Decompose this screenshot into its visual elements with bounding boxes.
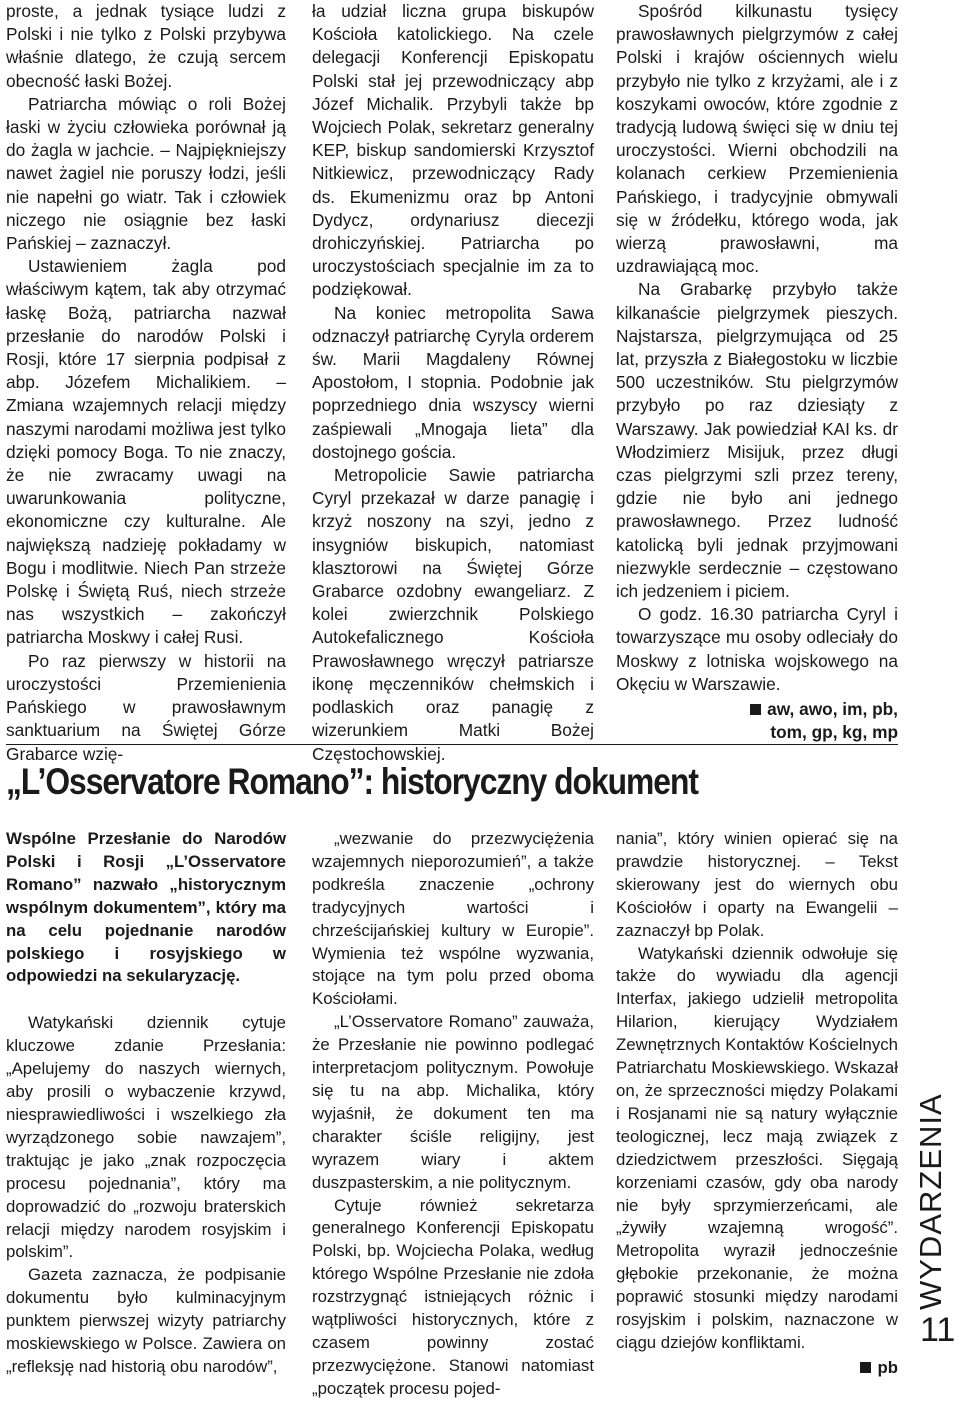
article-headline: „L’Osservatore Romano”: historyczny dokument: [6, 761, 698, 802]
paragraph: O godz. 16.30 patriarcha Cyryl i towarzyszące mu osoby odleciały do Moskwy z lotniska wojskowego na Okęciu w Warszawie.: [616, 604, 898, 694]
square-bullet-icon: [750, 704, 761, 715]
paragraph: Patriarcha mówiąc o roli Bożej łaski w życiu człowieka porównał ją do żagla w jachcie. – Najpiękniejszy nawet żagiel nie poruszy łodzi, jeśli nie napełni go wiatr. Tak i człowiek niczego nie osiągnie bez łaski Pańskiej – zaznaczył.: [6, 93, 286, 254]
author-signature: aw, awo, im, pb, tom, gp, kg, mp: [616, 698, 898, 744]
paragraph: Po raz pierwszy w historii na uroczystości Przemienienia Pańskiego w prawosławnym sanktuarium na Świętej Górze Grabarce wzię-: [6, 650, 286, 764]
paragraph: Gazeta zaznacza, że podpisanie dokumentu było kulminacyjnym punktem pierwszej wizyty patriarchy moskiewskiego w Polsce. Zawiera on „refleksję nad historią obu narodów”,: [6, 1265, 286, 1376]
paragraph: Watykański dziennik cytuje kluczowe zdanie Przesłania: „Apelujemy do naszych wiernych, aby prosili o wybaczenie krzywd, niesprawiedliwości i wszelkiego zła wyrządzonego sobie nawzajem”, traktując je jako „znak rozpoczęcia procesu pojednania”, który ma doprowadzić do „rozwoju braterskich relacji między narodem rosyjskim i polskim”.: [6, 1013, 286, 1262]
paragraph: Cytuje również sekretarza generalnego Konferencji Episkopatu Polski, bp. Wojciecha Polaka, według którego Wspólne Przesłanie nie zdoła rozstrzygnąć istniejących różnic i wątpliwości historycznych, które z czasem powinny zostać przezwyciężone. Stanowi natomiast „początek procesu pojed-: [312, 1195, 594, 1398]
paragraph: Spośród kilkunastu tysięcy prawosławnych pielgrzymów z całej Polski i krajów ościennych wielu przybyło nie tylko z krzyżami, ale i z koszykami owoców, które zgodnie z tradycją ludową święci się w dniu tej uroczystości. Wierni obchodzili na kolanach cerkiew Przemienienia Pańskiego, i tradycyjnie obmywali się w źródełku, którego woda, jak wierzą prawosławni, ma uzdrawiającą moc.: [616, 1, 898, 277]
paragraph: proste, a jednak tysiące ludzi z Polski i nie tylko z Polski przybywa właśnie dlatego, że czują sercem obecność łaski Bożej.: [6, 1, 286, 91]
paragraph: Na Grabarkę przybyło także kilkanaście pielgrzymek pieszych. Najstarsza, pielgrzymująca od 25 lat, przyszła z Białegostoku w liczbie 500 uczestników. Stu pielgrzymów przybyło po raz dziesiąty z Warszawy. Jak powiedział KAI ks. dr Włodzimierz Misijuk, przez długi czas pielgrzymi szli przez tereny, gdzie nie było ani jednego prawosławnego. Przez ludność katolicką byli jednak przyjmowani niezwykle serdecznie – częstowano ich jedzeniem i piciem.: [616, 279, 898, 602]
section-label: WYDARZENIA: [913, 1093, 948, 1310]
bottom-column-3: [616, 828, 898, 1380]
square-bullet-icon: [860, 1362, 871, 1373]
section-divider: [6, 744, 898, 745]
top-column-2: [312, 0, 594, 766]
page-number: 11: [920, 1311, 956, 1349]
paragraph: „wezwanie do przezwyciężenia wzajemnych nieporozumień”, a także podkreśla znaczenie „ochrony tradycyjnych wartości i chrześcijańskiej kultury w Europie”. Wymienia też wspólne wyzwania, stojące na tym polu przed oboma Kościołami.: [312, 829, 594, 1009]
top-column-1: [6, 0, 286, 766]
paragraph: „L’Osservatore Romano” zauważa, że Przesłanie nie powinno podlegać interpretacjom politycznym. Powołuje się tu na abp. Michalika, który wyjaśnił, że dokument ten ma charakter ściśle religijny, jest wyrazem wiary i aktem duszpasterskim, a nie politycznym.: [312, 1012, 594, 1192]
paragraph: nania”, który winien opierać się na prawdzie historycznej. – Tekst skierowany jest do wiernych obu Kościołów i oparty na Ewangelii – zaznaczył bp Polak.: [616, 829, 898, 940]
top-column-3: [616, 0, 898, 745]
paragraph: Ustawieniem żagla pod właściwym kątem, tak aby otrzymać łaskę Bożą, patriarcha nazwał przesłanie do narodów Polski i Rosji, które 17 sierpnia podpisał z abp. Józefem Michalikiem. – Zmiana wzajemnych relacji między naszymi narodami możliwa jest tylko dzięki pomocy Boga. To nie znaczy, że nie zwracamy uwagi na uwarunkowania polityczne, ekonomiczne czy kulturalne. Ale największą nadzieję pokładamy w Bogu i modlitwie. Niech Pan strzeże Polskę i Świętą Ruś, niech strzeże nas wszystkich – zakończył patriarcha Moskwy i całej Rusi.: [6, 256, 286, 648]
paragraph: ła udział liczna grupa biskupów Kościoła katolickiego. Na czele delegacji Konferencji Episkopatu Polski stał jej przewodniczący abp Józef Michalik. Przybyli także bp Wojciech Polak, sekretarz generalny KEP, biskup sandomierski Krzysztof Nitkiewicz, przewodniczący Rady ds. Ekumenizmu oraz bp Antoni Dydycz, ordynariusz diecezji drohiczyńskiej. Patriarcha po uroczystościach specjalnie im za to podziękował.: [312, 1, 594, 300]
bottom-column-1: [6, 828, 286, 1379]
paragraph: Metropolicie Sawie patriarcha Cyryl przekazał w darze panagię i krzyż noszony na szyi, jedno z insygniów biskupich, natomiast klasztorowi na Świętej Górze Grabarce ozdobny ewangeliarz. Z kolei zwierzchnik Polskiego Autokefalicznego Kościoła Prawosławnego wręczył patriarsze ikonę męczenników chełmskich i podlaskich oraz panagię z wizerunkiem Matki Bożej Częstochowskiej.: [312, 465, 594, 764]
article-lead: Wspólne Przesłanie do Narodów Polski i Rosji „L’Osservatore Romano” nazwało „historycznym wspólnym dokumentem”, który ma na celu pojednanie narodów polskiego i rosyjskiego w odpowiedzi na sekularyzację.: [6, 829, 286, 986]
bottom-column-2: [312, 828, 594, 1401]
paragraph: Na koniec metropolita Sawa odznaczył patriarchę Cyryla orderem św. Marii Magdaleny Równej Apostołom, I stopnia. Podobnie jak poprzedniego dnia wszyscy wierni zaśpiewali „Mnogaja lieta” dla dostojnego gościa.: [312, 302, 594, 462]
author-signature: pb: [616, 1357, 898, 1380]
paragraph: Watykański dziennik odwołuje się także do wywiadu dla agencji Interfax, jakiego udzielił metropolita Hilarion, kierujący Wydziałem Zewnętrznych Kontaktów Kościelnych Patriarchatu Moskiewskiego. Wskazał on, że sprzeczności między Polakami i Rosjanami nie są natury wyłącznie teologicznej, lecz mają związek z dziedzictwem przeszłości. Sięgają korzeniami czasów, gdy oba narody nie były sprzymierzeńcami, ale „żywiły wzajemną wrogość”. Metropolita wyraził jednocześnie głębokie przekonanie, że można poprawić stosunki między narodami rosyjskim i polskim, naznaczone w ciągu dziejów konfliktami.: [616, 943, 898, 1352]
